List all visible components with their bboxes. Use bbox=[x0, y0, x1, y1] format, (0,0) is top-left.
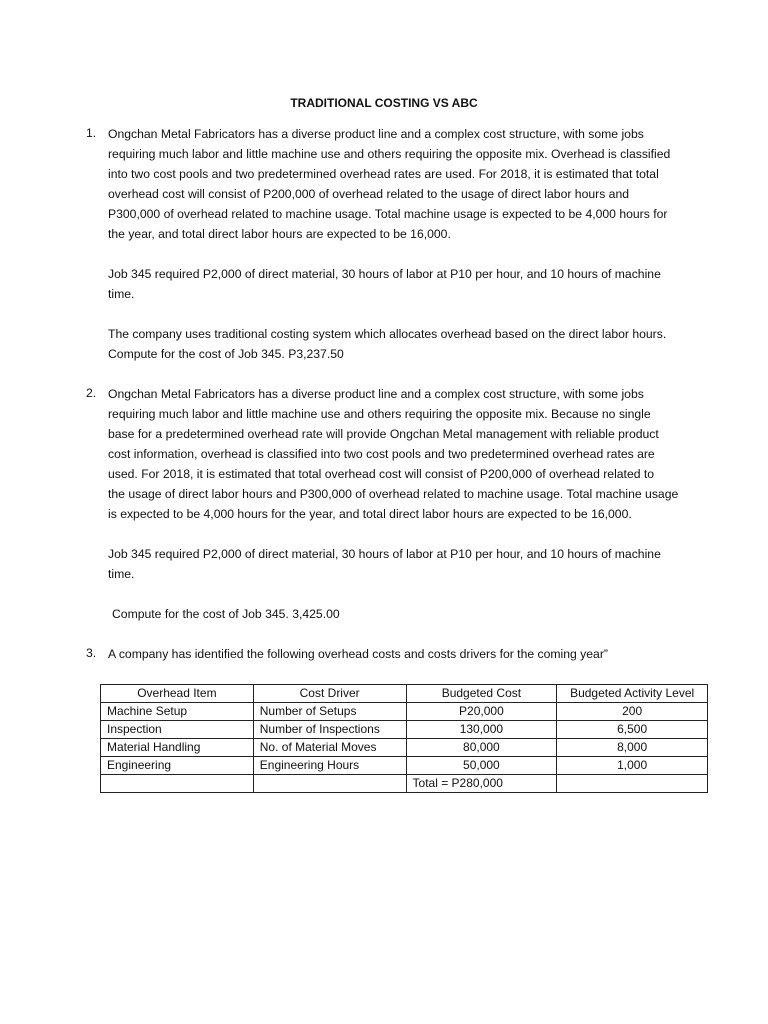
table-header-row bbox=[101, 685, 708, 703]
overhead-cost-table bbox=[100, 684, 708, 793]
cell-activity-level: 6,500 bbox=[557, 721, 708, 739]
question-1-paragraph-3: The company uses traditional costing system which allocates overhead based on the direct labor hours. Compute for the cost of Job 345. P3,237.50 bbox=[108, 327, 667, 361]
cell-overhead-item: Machine Setup bbox=[101, 703, 254, 721]
cell-total-budgeted-cost: Total = P280,000 bbox=[406, 775, 557, 793]
cell-budgeted-cost: 80,000 bbox=[406, 739, 557, 757]
question-2-paragraph-1: Ongchan Metal Fabricators has a diverse product line and a complex cost structure, with some jobs requiring much labor and little machine use and others requiring the opposite mix. Because no single base for a predetermined overhead rate will provide Ongchan Metal management with reliable product cost information, overhead is classified into two cost pools and two predetermined overhead rates are used. For 2018, it is estimated that total overhead cost will consist of P200,000 of overhead related to the usage of direct labor hours and P300,000 of overhead related to machine usage. Total machine usage is expected to be 4,000 hours for the year, and total direct labor hours are expected to be 16,000. bbox=[108, 387, 679, 521]
cell-empty bbox=[253, 775, 406, 793]
header-overhead-item: Overhead Item bbox=[101, 685, 254, 703]
cell-cost-driver: No. of Material Moves bbox=[253, 739, 406, 757]
cell-budgeted-cost: 50,000 bbox=[406, 757, 557, 775]
cell-overhead-item: Inspection bbox=[101, 721, 254, 739]
table-row bbox=[101, 703, 708, 721]
cell-activity-level: 8,000 bbox=[557, 739, 708, 757]
question-3-text: A company has identified the following overhead costs and costs drivers for the coming year” bbox=[108, 647, 608, 661]
question-2-paragraph-3: Compute for the cost of Job 345. 3,425.00 bbox=[112, 607, 340, 621]
question-3-number: 3. bbox=[86, 646, 97, 660]
header-cost-driver: Cost Driver bbox=[253, 685, 406, 703]
header-budgeted-cost: Budgeted Cost bbox=[406, 685, 557, 703]
cell-cost-driver: Number of Setups bbox=[253, 703, 406, 721]
table-row bbox=[101, 757, 708, 775]
cell-overhead-item: Material Handling bbox=[101, 739, 254, 757]
cell-empty bbox=[101, 775, 254, 793]
header-budgeted-activity-level: Budgeted Activity Level bbox=[557, 685, 708, 703]
question-1-paragraph-2: Job 345 required P2,000 of direct material, 30 hours of labor at P10 per hour, and 10 hours of machine time. bbox=[108, 267, 661, 301]
cell-empty bbox=[557, 775, 708, 793]
question-1-paragraph-1: Ongchan Metal Fabricators has a diverse product line and a complex cost structure, with some jobs requiring much labor and little machine use and others requiring the opposite mix. Overhead is classified into two cost pools and two predetermined overhead rates are used. For 2018, it is estimated that total overhead cost will consist of P200,000 of overhead related to the usage of direct labor hours and P300,000 of overhead related to machine usage. Total machine usage is expected to be 4,000 hours for the year, and total direct labor hours are expected to be 16,000. bbox=[108, 127, 671, 241]
table-row bbox=[101, 721, 708, 739]
cell-budgeted-cost: P20,000 bbox=[406, 703, 557, 721]
document-title: TRADITIONAL COSTING VS ABC bbox=[290, 96, 478, 110]
cell-cost-driver: Engineering Hours bbox=[253, 757, 406, 775]
question-2-number: 2. bbox=[86, 386, 97, 400]
table-total-row bbox=[101, 775, 708, 793]
cell-cost-driver: Number of Inspections bbox=[253, 721, 406, 739]
table-row bbox=[101, 739, 708, 757]
question-2-paragraph-2: Job 345 required P2,000 of direct material, 30 hours of labor at P10 per hour, and 10 hours of machine time. bbox=[108, 547, 661, 581]
cell-budgeted-cost: 130,000 bbox=[406, 721, 557, 739]
cell-activity-level: 200 bbox=[557, 703, 708, 721]
cell-activity-level: 1,000 bbox=[557, 757, 708, 775]
cell-overhead-item: Engineering bbox=[101, 757, 254, 775]
question-1-number: 1. bbox=[86, 126, 97, 140]
